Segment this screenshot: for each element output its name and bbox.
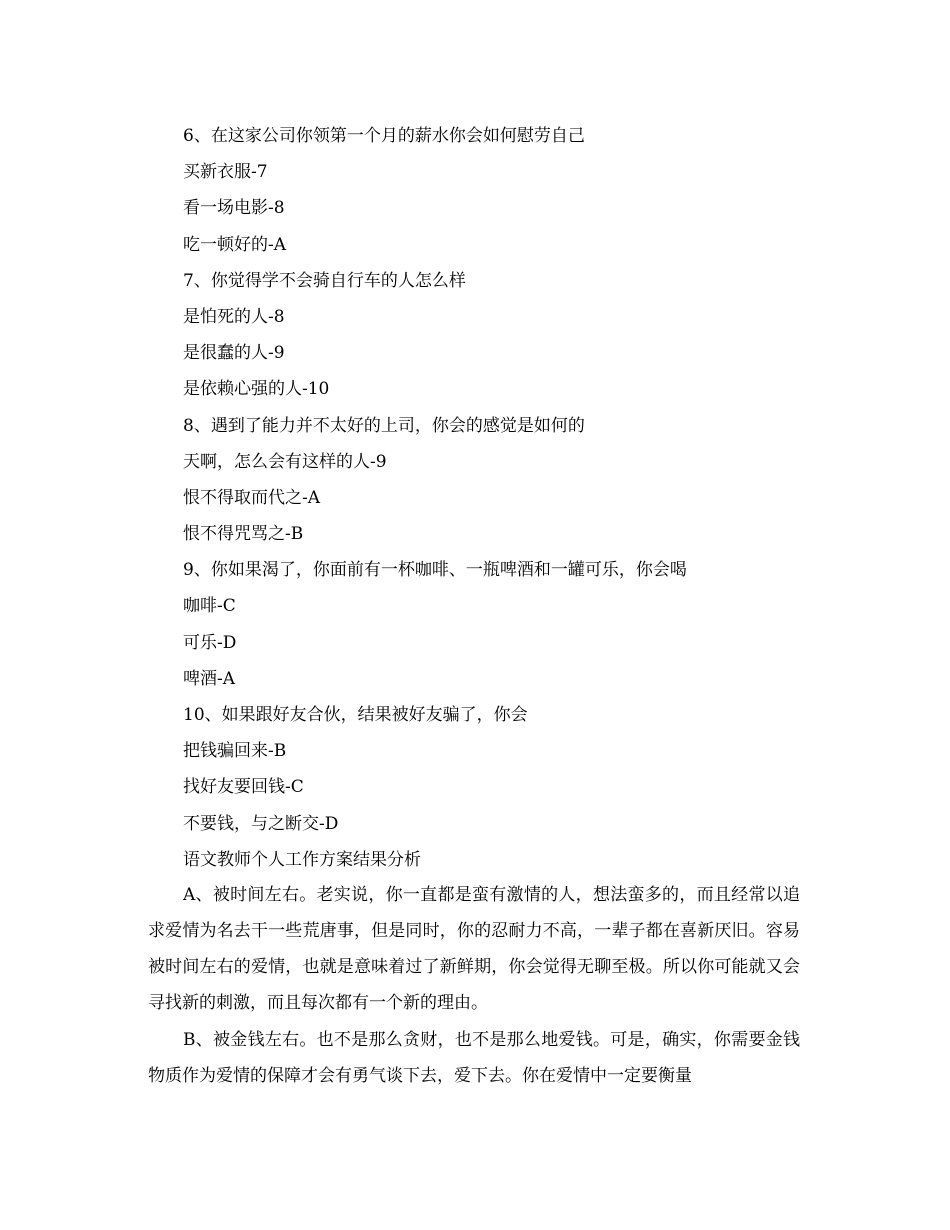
option-line: 咖啡-C <box>183 596 236 617</box>
question-7: 7、你觉得学不会骑自行车的人怎么样 <box>183 270 466 291</box>
result-paragraph-b: B、被金钱左右。也不是那么贪财，也不是那么地爱钱。可是，确实，你需要金钱物质作为爱情的保障才会有勇气谈下去，爱下去。你在爱情中一定要衡量 <box>148 1030 800 1086</box>
option-line: 恨不得取而代之-A <box>183 487 321 508</box>
question-6: 6、在这家公司你领第一个月的薪水你会如何慰劳自己 <box>183 126 585 146</box>
option-line: 恨不得咒骂之-B <box>183 524 304 545</box>
option-line: 买新衣服-7 <box>183 162 268 183</box>
option-line: 不要钱，与之断交-D <box>183 813 339 834</box>
option-line: 看一场电影-8 <box>183 198 285 219</box>
result-paragraph-a: A、被时间左右。老实说，你一直都是蛮有激情的人，想法蛮多的，而且经常以追求爱情为名去干一些荒唐事，但是同时，你的忍耐力不高，一辈子都在喜新厌旧。容易被时间左右的爱情，也就是意味着过了新鲜期，你会觉得无聊至极。所以你可能就又会寻找新的刺激，而且每次都有一个新的理由。 <box>148 885 800 1013</box>
option-line: 把钱骗回来-B <box>183 741 287 762</box>
option-line: 可乐-D <box>183 632 237 653</box>
result-heading: 语文教师个人工作方案结果分析 <box>183 849 421 870</box>
option-line: 是很蠢的人-9 <box>183 343 285 364</box>
question-10: 10、如果跟好友合伙，结果被好友骗了，你会 <box>183 705 528 725</box>
option-line: 是依赖心强的人-10 <box>183 379 330 400</box>
option-line: 天啊，怎么会有这样的人-9 <box>183 451 387 472</box>
question-8: 8、遇到了能力并不太好的上司，你会的感觉是如何的 <box>183 415 585 436</box>
option-line: 啤酒-A <box>183 668 236 689</box>
question-list <box>183 118 803 878</box>
option-line: 是怕死的人-8 <box>183 306 285 327</box>
option-line: 找好友要回钱-C <box>183 777 304 798</box>
option-line: 吃一顿好的-A <box>183 234 287 255</box>
question-9: 9、你如果渴了，你面前有一杯咖啡、一瓶啤酒和一罐可乐，你会喝 <box>183 560 687 581</box>
